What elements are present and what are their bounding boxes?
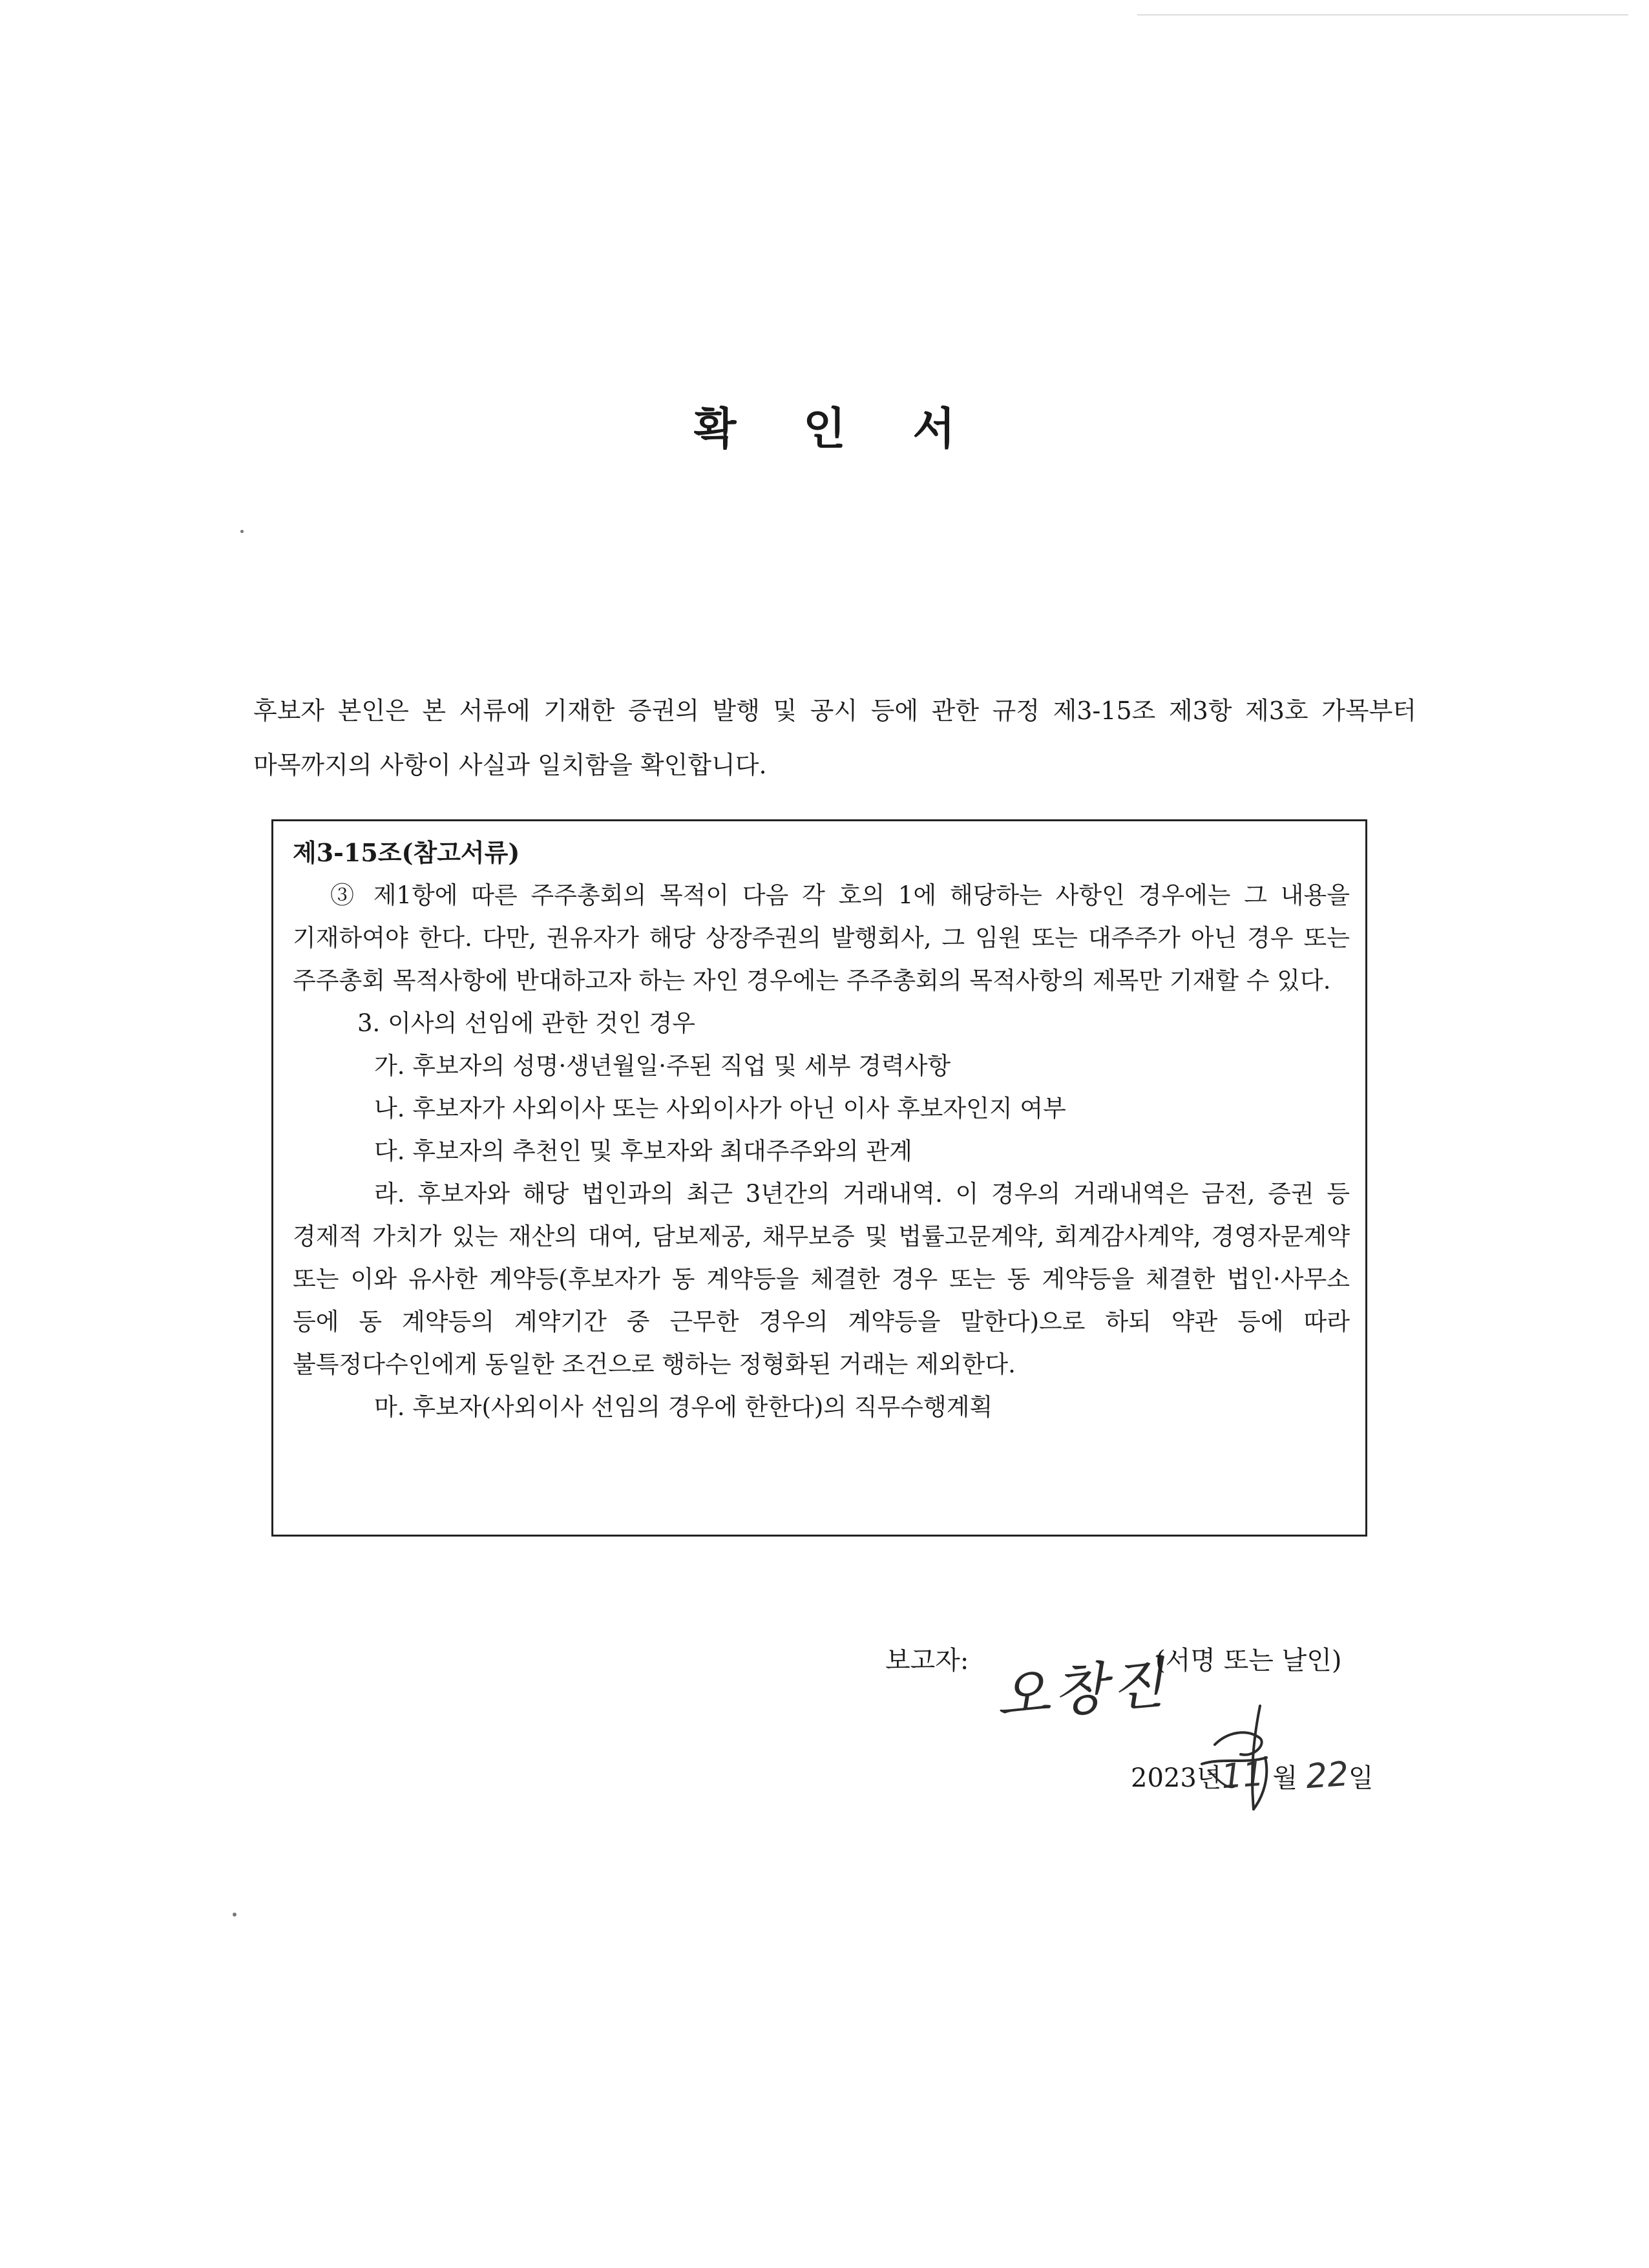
reporter-label: 보고자:: [885, 1646, 969, 1675]
date-month-label: 월: [1272, 1763, 1297, 1793]
date-day-handwritten: 22: [1304, 1754, 1350, 1797]
regulation-item-da: 다. 후보자의 추천인 및 후보자와 최대주주와의 관계: [374, 1137, 912, 1165]
regulation-item-ga: 가. 후보자의 성명·생년월일·주된 직업 및 세부 경력사항: [374, 1052, 951, 1080]
regulation-heading: 제3-15조(참고서류): [293, 838, 520, 867]
date-year: 2023년: [1131, 1763, 1222, 1793]
regulation-item-ra: 라. 후보자와 해당 법인과의 최근 3년간의 거래내역. 이 경우의 거래내역은 금전, 증권 등 경제적 가치가 있는 재산의 대여, 담보제공, 채무보증 및 법률고문계약, 회계감사계약, 경영자문계약 또는 이와 유사한 계약등(후보자가 동 계약등을 체결한 경우 또는 동 계약등을 체결한 법인·사무소 등에 동 계약등의 계약기간 중 근무한 경우의 계약등을 말한다)으로 하되 약관 등에 따라 불특정다수인에게 동일한 조건으로 행하는 정형화된 거래는 제외한다.: [293, 1180, 1350, 1378]
scan-speck: [233, 1913, 236, 1916]
regulation-item-na: 나. 후보자가 사외이사 또는 사외이사가 아닌 이사 후보자인지 여부: [374, 1095, 1066, 1122]
scan-speck: [240, 530, 244, 533]
regulation-item-3: 3. 이사의 선임에 관한 것인 경우: [357, 1009, 696, 1037]
signature-note: (서명 또는 날인): [1155, 1646, 1342, 1675]
regulation-box: [271, 819, 1367, 1537]
intro-paragraph: 후보자 본인은 본 서류에 기재한 증권의 발행 및 공시 등에 관한 규정 제3-15조 제3항 제3호 가목부터 마목까지의 사항이 사실과 일치함을 확인합니다.: [253, 697, 1416, 779]
date-day-label: 일: [1348, 1763, 1374, 1793]
scan-edge-line: [1137, 14, 1628, 16]
signature-name-handwritten: 오창진: [993, 1650, 1171, 1730]
page-title: 확 인 서: [693, 403, 982, 455]
regulation-item-ma: 마. 후보자(사외이사 선임의 경우에 한한다)의 직무수행계획: [374, 1393, 993, 1421]
date-month-handwritten: 11: [1220, 1754, 1266, 1797]
regulation-paragraph-3: ③ 제1항에 따른 주주총회의 목적이 다음 각 호의 1에 해당하는 사항인 경우에는 그 내용을 기재하여야 한다. 다만, 권유자가 해당 상장주권의 발행회사, 그 임원 또는 대주주가 아닌 경우 또는 주주총회 목적사항에 반대하고자 하는 자인 경우에는 주주총회의 목적사항의 제목만 기재할 수 있다.: [293, 881, 1350, 994]
signature-scribble-icon: [1189, 1667, 1305, 1816]
